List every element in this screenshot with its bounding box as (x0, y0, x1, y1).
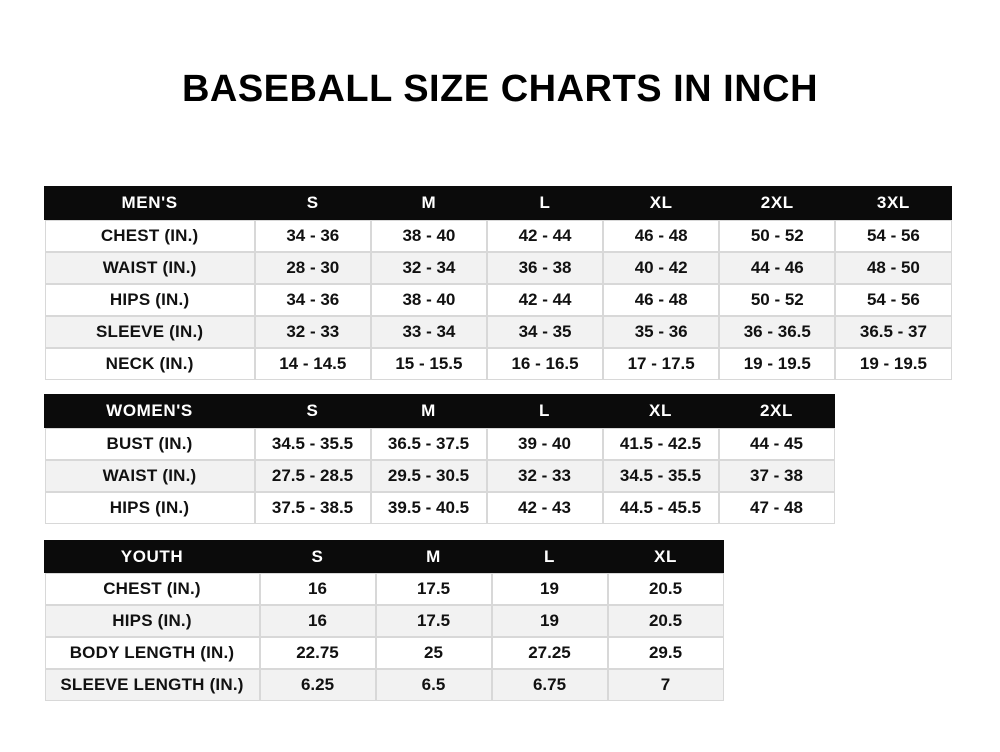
table-cell: 34.5 - 35.5 (255, 428, 371, 460)
table-cell: 28 - 30 (255, 252, 371, 284)
column-header: 2XL (719, 187, 835, 220)
table-cell: 50 - 52 (719, 284, 835, 316)
table-row (45, 252, 952, 284)
row-label: SLEEVE (IN.) (45, 316, 255, 348)
table-row (45, 605, 724, 637)
table-cell: 35 - 36 (603, 316, 719, 348)
table-cell: 41.5 - 42.5 (603, 428, 719, 460)
column-header: WOMEN'S (45, 395, 255, 428)
table-row (45, 220, 952, 252)
column-header: XL (608, 541, 724, 573)
table-cell: 50 - 52 (719, 220, 835, 252)
womens-size-table (44, 394, 835, 524)
row-label: HIPS (IN.) (45, 284, 255, 316)
table-cell: 54 - 56 (835, 220, 951, 252)
table-cell: 39.5 - 40.5 (371, 492, 487, 524)
column-header: 2XL (719, 395, 835, 428)
column-header: YOUTH (45, 541, 260, 573)
table-cell: 36 - 38 (487, 252, 603, 284)
table-row (45, 637, 724, 669)
table-cell: 32 - 33 (487, 460, 603, 492)
column-header: MEN'S (45, 187, 255, 220)
table-cell: 47 - 48 (719, 492, 835, 524)
column-header: S (255, 395, 371, 428)
table-cell: 27.25 (492, 637, 608, 669)
table-row (45, 669, 724, 701)
table-cell: 17.5 (376, 605, 492, 637)
table-cell: 36 - 36.5 (719, 316, 835, 348)
column-header: M (371, 187, 487, 220)
table-row (45, 573, 724, 605)
page-title: BASEBALL SIZE CHARTS IN INCH (181, 68, 819, 110)
table-row (45, 428, 835, 460)
column-header: M (376, 541, 492, 573)
row-label: WAIST (IN.) (45, 460, 255, 492)
table-cell: 34 - 36 (255, 284, 371, 316)
table-cell: 17 - 17.5 (603, 348, 719, 380)
table-cell: 46 - 48 (603, 220, 719, 252)
column-header: L (492, 541, 608, 573)
table-header-row (45, 187, 952, 220)
table-cell: 27.5 - 28.5 (255, 460, 371, 492)
table-cell: 29.5 (608, 637, 724, 669)
table-cell: 29.5 - 30.5 (371, 460, 487, 492)
column-header: S (255, 187, 371, 220)
table-cell: 16 - 16.5 (487, 348, 603, 380)
table-cell: 6.75 (492, 669, 608, 701)
table-cell: 17.5 (376, 573, 492, 605)
mens-size-table (44, 186, 952, 380)
row-label: NECK (IN.) (45, 348, 255, 380)
table-cell: 15 - 15.5 (371, 348, 487, 380)
table-cell: 38 - 40 (371, 284, 487, 316)
table-cell: 19 - 19.5 (719, 348, 835, 380)
table-cell: 48 - 50 (835, 252, 951, 284)
table-cell: 25 (376, 637, 492, 669)
table-cell: 6.5 (376, 669, 492, 701)
table-row (45, 492, 835, 524)
table-cell: 7 (608, 669, 724, 701)
table-cell: 39 - 40 (487, 428, 603, 460)
row-label: WAIST (IN.) (45, 252, 255, 284)
table-cell: 14 - 14.5 (255, 348, 371, 380)
row-label: HIPS (IN.) (45, 492, 255, 524)
row-label: BUST (IN.) (45, 428, 255, 460)
table-cell: 32 - 33 (255, 316, 371, 348)
row-label: BODY LENGTH (IN.) (45, 637, 260, 669)
column-header: XL (603, 187, 719, 220)
table-cell: 16 (260, 605, 376, 637)
table-cell: 42 - 44 (487, 284, 603, 316)
womens-size-chart (44, 394, 835, 524)
table-cell: 44 - 46 (719, 252, 835, 284)
table-cell: 20.5 (608, 605, 724, 637)
column-header: 3XL (835, 187, 951, 220)
row-label: SLEEVE LENGTH (IN.) (45, 669, 260, 701)
youth-size-table (44, 540, 724, 701)
table-cell: 46 - 48 (603, 284, 719, 316)
youth-size-chart (44, 540, 724, 701)
table-cell: 37 - 38 (719, 460, 835, 492)
row-label: HIPS (IN.) (45, 605, 260, 637)
table-cell: 19 (492, 573, 608, 605)
row-label: CHEST (IN.) (45, 573, 260, 605)
table-cell: 32 - 34 (371, 252, 487, 284)
table-row (45, 284, 952, 316)
table-header-row (45, 395, 835, 428)
table-row (45, 316, 952, 348)
table-row (45, 460, 835, 492)
table-cell: 34 - 36 (255, 220, 371, 252)
table-cell: 34 - 35 (487, 316, 603, 348)
table-cell: 6.25 (260, 669, 376, 701)
table-cell: 19 (492, 605, 608, 637)
table-cell: 16 (260, 573, 376, 605)
table-cell: 33 - 34 (371, 316, 487, 348)
table-header-row (45, 541, 724, 573)
table-cell: 34.5 - 35.5 (603, 460, 719, 492)
table-cell: 42 - 43 (487, 492, 603, 524)
column-header: XL (603, 395, 719, 428)
column-header: M (371, 395, 487, 428)
column-header: S (260, 541, 376, 573)
table-cell: 44.5 - 45.5 (603, 492, 719, 524)
table-cell: 19 - 19.5 (835, 348, 951, 380)
table-cell: 38 - 40 (371, 220, 487, 252)
column-header: L (487, 187, 603, 220)
table-cell: 20.5 (608, 573, 724, 605)
table-cell: 44 - 45 (719, 428, 835, 460)
table-cell: 40 - 42 (603, 252, 719, 284)
table-cell: 37.5 - 38.5 (255, 492, 371, 524)
table-row (45, 348, 952, 380)
table-cell: 42 - 44 (487, 220, 603, 252)
table-cell: 36.5 - 37 (835, 316, 951, 348)
column-header: L (487, 395, 603, 428)
table-cell: 54 - 56 (835, 284, 951, 316)
row-label: CHEST (IN.) (45, 220, 255, 252)
table-cell: 36.5 - 37.5 (371, 428, 487, 460)
mens-size-chart (44, 186, 952, 380)
table-cell: 22.75 (260, 637, 376, 669)
